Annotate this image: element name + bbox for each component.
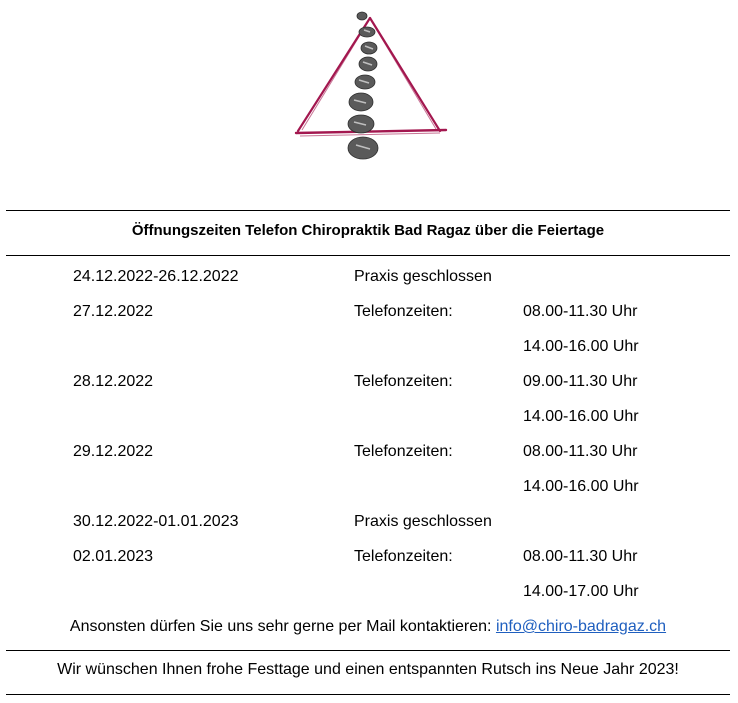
schedule-date: 28.12.2022: [73, 373, 154, 390]
schedule-row: [0, 443, 738, 467]
schedule-row: [0, 338, 738, 362]
schedule-row: [0, 513, 738, 537]
schedule-time: 09.00-11.30 Uhr: [523, 373, 638, 390]
chiropractic-spine-triangle-logo: [290, 6, 450, 166]
schedule-time: 08.00-11.30 Uhr: [523, 443, 638, 460]
schedule-label: Praxis geschlossen: [354, 268, 492, 285]
schedule-time: 14.00-16.00 Uhr: [523, 478, 639, 495]
bottom-divider: [6, 694, 730, 695]
schedule-time: 14.00-16.00 Uhr: [523, 408, 639, 425]
schedule-date: 27.12.2022: [73, 303, 154, 320]
closing-message: Wir wünschen Ihnen frohe Festtage und einen entspannten Rutsch ins Neue Jahr 2023!: [57, 661, 679, 678]
schedule-time: 08.00-11.30 Uhr: [523, 303, 638, 320]
schedule-label: Telefonzeiten:: [354, 443, 453, 460]
schedule-label: Telefonzeiten:: [354, 548, 453, 565]
schedule-date: 30.12.2022-01.01.2023: [73, 513, 239, 530]
contact-divider: [6, 650, 730, 651]
schedule-row: [0, 548, 738, 572]
schedule-time: 14.00-16.00 Uhr: [523, 338, 639, 355]
schedule-time: 08.00-11.30 Uhr: [523, 548, 638, 565]
schedule-label: Telefonzeiten:: [354, 373, 453, 390]
schedule-row: [0, 373, 738, 397]
contact-line: [6, 618, 730, 636]
schedule-time: 14.00-17.00 Uhr: [523, 583, 639, 600]
schedule-label: Praxis geschlossen: [354, 513, 492, 530]
schedule-row: [0, 303, 738, 327]
top-divider: [6, 210, 730, 211]
page-title: Öffnungszeiten Telefon Chiropraktik Bad Ragaz über die Feiertage: [131, 222, 605, 239]
schedule-date: 24.12.2022-26.12.2022: [73, 268, 239, 285]
schedule-date: 02.01.2023: [73, 548, 154, 565]
contact-text: Ansonsten dürfen Sie uns sehr gerne per Mail kontaktieren:: [69, 618, 496, 635]
title-divider: [6, 255, 730, 256]
schedule-label: Telefonzeiten:: [354, 303, 453, 320]
schedule-row: [0, 478, 738, 502]
email-link[interactable]: info@chiro-badragaz.ch: [495, 618, 667, 635]
schedule-date: 29.12.2022: [73, 443, 154, 460]
schedule-row: [0, 408, 738, 432]
schedule-row: [0, 583, 738, 607]
schedule-row: [0, 268, 738, 292]
